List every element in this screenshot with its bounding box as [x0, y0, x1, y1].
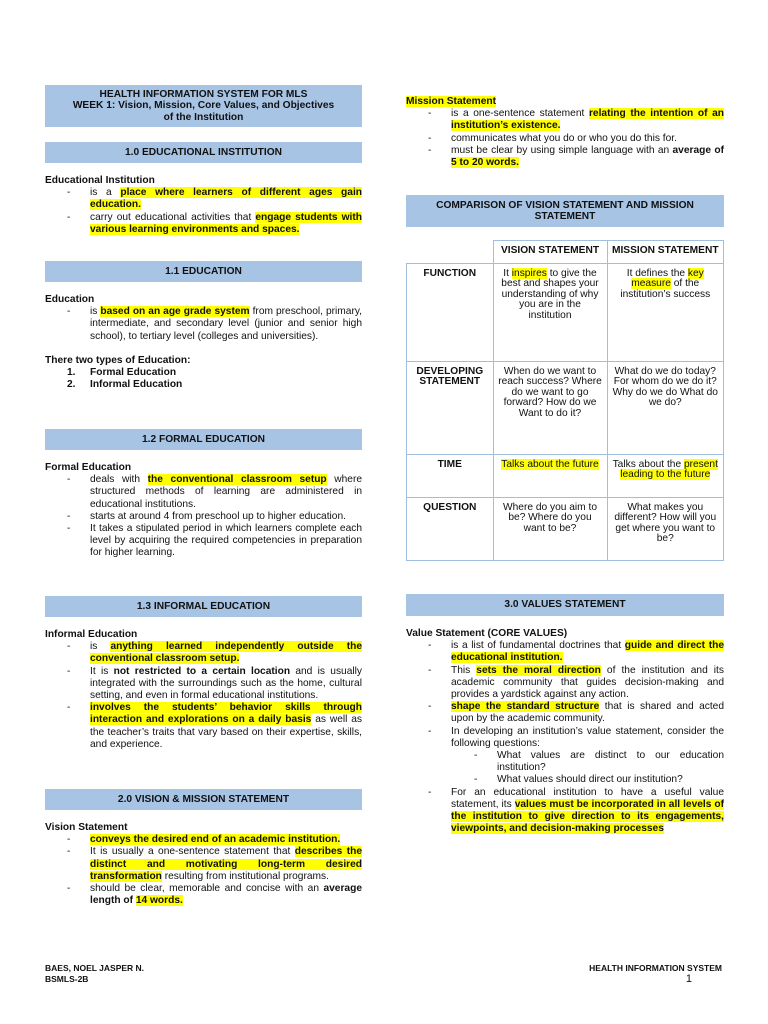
- list-item: [45, 834, 362, 846]
- comparison-table: [406, 240, 724, 561]
- list-item: [406, 133, 724, 145]
- highlighted-text: 5 to 20 words.: [451, 157, 519, 169]
- text: Informal Education: [90, 379, 183, 391]
- section-2-0-body: [45, 822, 362, 907]
- section-1-0-header: [45, 142, 362, 163]
- section-heading: Education: [45, 294, 95, 305]
- bold-text: not restricted to a certain location: [113, 665, 291, 677]
- mission-statement-section: [406, 96, 724, 169]
- row-header: FUNCTION: [407, 263, 494, 361]
- list-item: [45, 523, 362, 560]
- section-title: 1.2 FORMAL EDUCATION: [141, 433, 265, 445]
- highlighted-text: guide and direct the educational institution.: [451, 640, 724, 664]
- text: from preschool, primary, intermediate, and secondary level (junior and senior high school), to tertiary level (colleges and universities).: [90, 306, 363, 342]
- text: It is usually a one-sentence statement that: [90, 846, 295, 858]
- item-number: 2.: [67, 379, 76, 391]
- title-line-1: HEALTH INFORMATION SYSTEM FOR MLS: [99, 88, 308, 100]
- table-cell: What makes you different? How will you get where you want to be?: [607, 497, 724, 560]
- row-header: TIME: [407, 454, 494, 497]
- text: For an educational institution to have a useful value statement, its: [451, 786, 724, 810]
- list-item: [45, 702, 362, 751]
- text: of the institution’s success: [620, 278, 711, 300]
- table-cell: Where do you aim to be? Where do you want to be?: [493, 497, 607, 560]
- list-item: [45, 666, 362, 703]
- sub-list-item: - What values are distinct to our education institution?: [406, 750, 724, 774]
- section-title: COMPARISON OF VISION STATEMENT AND MISSION STATEMENT: [436, 199, 694, 222]
- section-1-3-header: [45, 596, 362, 617]
- highlighted-text: present leading to the future: [620, 458, 718, 481]
- section-title: 2.0 VISION & MISSION STATEMENT: [117, 793, 290, 805]
- list-item: [45, 846, 362, 883]
- types-heading: There two types of Education:: [45, 354, 191, 366]
- list-item: [406, 787, 724, 836]
- section-heading: Vision Statement: [45, 822, 128, 833]
- table-row: [407, 497, 724, 560]
- author-name: BAES, NOEL JASPER N.: [45, 963, 145, 973]
- table-cell: When do we want to reach success? Where do we want to go forward? How do we Want to do it?: [493, 361, 607, 454]
- row-header: QUESTION: [407, 497, 494, 560]
- section-1-1-body: [45, 294, 362, 391]
- section-title: 1.0 EDUCATIONAL INSTITUTION: [125, 146, 282, 158]
- section-heading: Educational Institution: [45, 175, 155, 186]
- text: This: [451, 664, 477, 676]
- text: should be clear, memorable and concise with an: [90, 883, 324, 895]
- highlighted-text: Talks about the future: [501, 458, 599, 470]
- section-1-2-header: [45, 429, 362, 450]
- table-cell: [407, 241, 494, 264]
- table-cell: [607, 263, 724, 361]
- table-cell: What do we do today? For whom do we do it? Why do we do What do we do?: [607, 361, 724, 454]
- list-item: [406, 108, 724, 132]
- text: is: [90, 306, 101, 318]
- list-item: [406, 665, 724, 702]
- section-1-0-body: [45, 175, 362, 236]
- text: It defines the: [626, 267, 688, 279]
- text: carry out educational activities that: [90, 211, 256, 223]
- text: It: [503, 267, 512, 279]
- text: is: [90, 641, 111, 653]
- list-item: [406, 145, 724, 169]
- text: that is shared and acted upon by the academic community.: [451, 701, 724, 725]
- list-item: [45, 379, 362, 391]
- title-line-3: of the Institution: [163, 111, 244, 123]
- table-cell: [493, 263, 607, 361]
- table-cell: [607, 454, 724, 497]
- text: must be clear by using simple language with an: [451, 144, 673, 156]
- column-header-mission: MISSION STATEMENT: [607, 241, 724, 264]
- footer-course: [589, 963, 722, 985]
- section-heading: Value Statement (CORE VALUES): [406, 628, 568, 639]
- section-1-1-header: [45, 261, 362, 282]
- list-item: [45, 474, 362, 511]
- highlighted-text: sets the moral direction: [476, 664, 601, 676]
- highlighted-text: key measure: [631, 267, 704, 290]
- section-1-2-body: [45, 462, 362, 560]
- text: of the institution and its academic community that guides decision-making and provides a yardstick against any action.: [451, 664, 724, 701]
- table-cell: [493, 454, 607, 497]
- text: Talks about the: [612, 458, 684, 470]
- text: resulting from institutional programs.: [161, 870, 329, 882]
- section-2-0-header: [45, 789, 362, 810]
- section-3-0-header: [406, 594, 724, 616]
- bold-text: average of: [672, 144, 724, 156]
- document-title-box: [45, 85, 362, 127]
- page-number: 1: [685, 973, 692, 985]
- list-item: [45, 511, 362, 523]
- text: It is: [90, 665, 114, 677]
- list-item: [406, 640, 724, 664]
- highlighted-text: the conventional classroom setup: [147, 474, 327, 486]
- bold-text: average length of: [90, 883, 362, 907]
- text: It takes a stipulated period in which learners complete each level by acquiring the required competencies in preparation for higher learning.: [90, 523, 362, 559]
- text: starts at around 4 from preschool up to higher education.: [90, 510, 346, 522]
- highlighted-text: values must be incorporated in all levels of the institution to give direction to its engagements, viewpoints, and decision-making processes: [451, 798, 724, 835]
- section-3-0-body: [406, 628, 724, 835]
- text: Formal Education: [90, 367, 177, 379]
- highlighted-text: describes the distinct and motivating long-term desired transformation: [90, 846, 362, 882]
- section-heading: Formal Education: [45, 462, 132, 473]
- text: communicates what you do or who you do this for.: [451, 132, 677, 144]
- highlighted-text: involves the students’ behavior skills through interaction and explorations on a daily basis: [90, 702, 362, 726]
- sub-list-item: - What values should direct our institution?: [406, 774, 724, 786]
- highlighted-text: based on an age grade system: [100, 306, 250, 318]
- text: to give the best and shapes your understanding of why you are in the institution: [501, 267, 599, 321]
- text: deals with: [90, 474, 148, 486]
- highlighted-text: shape the standard structure: [451, 701, 600, 713]
- section-heading: Mission Statement: [406, 96, 497, 107]
- text: In developing an institution’s value statement, consider the following questions:: [451, 725, 724, 749]
- course-name: HEALTH INFORMATION SYSTEM: [589, 963, 722, 973]
- highlighted-text: conveys the desired end of an academic institution.: [90, 834, 341, 846]
- column-header-vision: VISION STATEMENT: [493, 241, 607, 264]
- text: as well as the teacher’s traits that vary based on their expertise, skills, and experience.: [90, 714, 363, 750]
- list-item: [406, 701, 724, 725]
- text: is a list of fundamental doctrines that: [451, 640, 625, 652]
- text: where structured methods of learning are administered in educational institutions.: [90, 474, 363, 510]
- list-item: [45, 641, 362, 665]
- section-heading: Informal Education: [45, 629, 138, 640]
- list-item: [406, 726, 724, 787]
- list-item: [45, 306, 362, 343]
- text: and is usually integrated with the surroundings such as the home, cultural setting, and even in formal educational institutions.: [90, 665, 362, 702]
- row-header: DEVELOPING STATEMENT: [407, 361, 494, 454]
- section-title: 1.1 EDUCATION: [165, 265, 242, 277]
- list-item: [45, 212, 362, 236]
- section-title: 1.3 INFORMAL EDUCATION: [136, 600, 271, 612]
- item-number: 1.: [67, 367, 76, 379]
- list-item: [45, 883, 362, 907]
- list-item: [45, 187, 362, 211]
- text: is a one-sentence statement: [451, 108, 589, 120]
- highlighted-text: engage students with various learning environments and spaces.: [90, 211, 362, 235]
- highlighted-text: relating the intention of an institution’s existence.: [451, 108, 724, 132]
- section-1-3-body: [45, 629, 362, 751]
- table-row: [407, 263, 724, 361]
- table-row: [407, 241, 724, 264]
- title-line-2: WEEK 1: Vision, Mission, Core Values, and Objectives: [72, 100, 335, 112]
- table-row: [407, 361, 724, 454]
- list-item: [45, 367, 362, 379]
- highlighted-text: place where learners of different ages gain education.: [90, 187, 363, 211]
- author-program: BSMLS-2B: [45, 974, 89, 984]
- section-title: 3.0 VALUES STATEMENT: [504, 599, 626, 611]
- text: is a: [90, 187, 121, 199]
- comparison-header: [406, 195, 724, 227]
- highlighted-text: anything learned independently outside the conventional classroom setup.: [90, 641, 362, 665]
- highlighted-text: inspires: [511, 267, 547, 279]
- highlighted-text: 14 words.: [135, 895, 183, 907]
- table-row: [407, 454, 724, 497]
- footer-author: [45, 963, 144, 985]
